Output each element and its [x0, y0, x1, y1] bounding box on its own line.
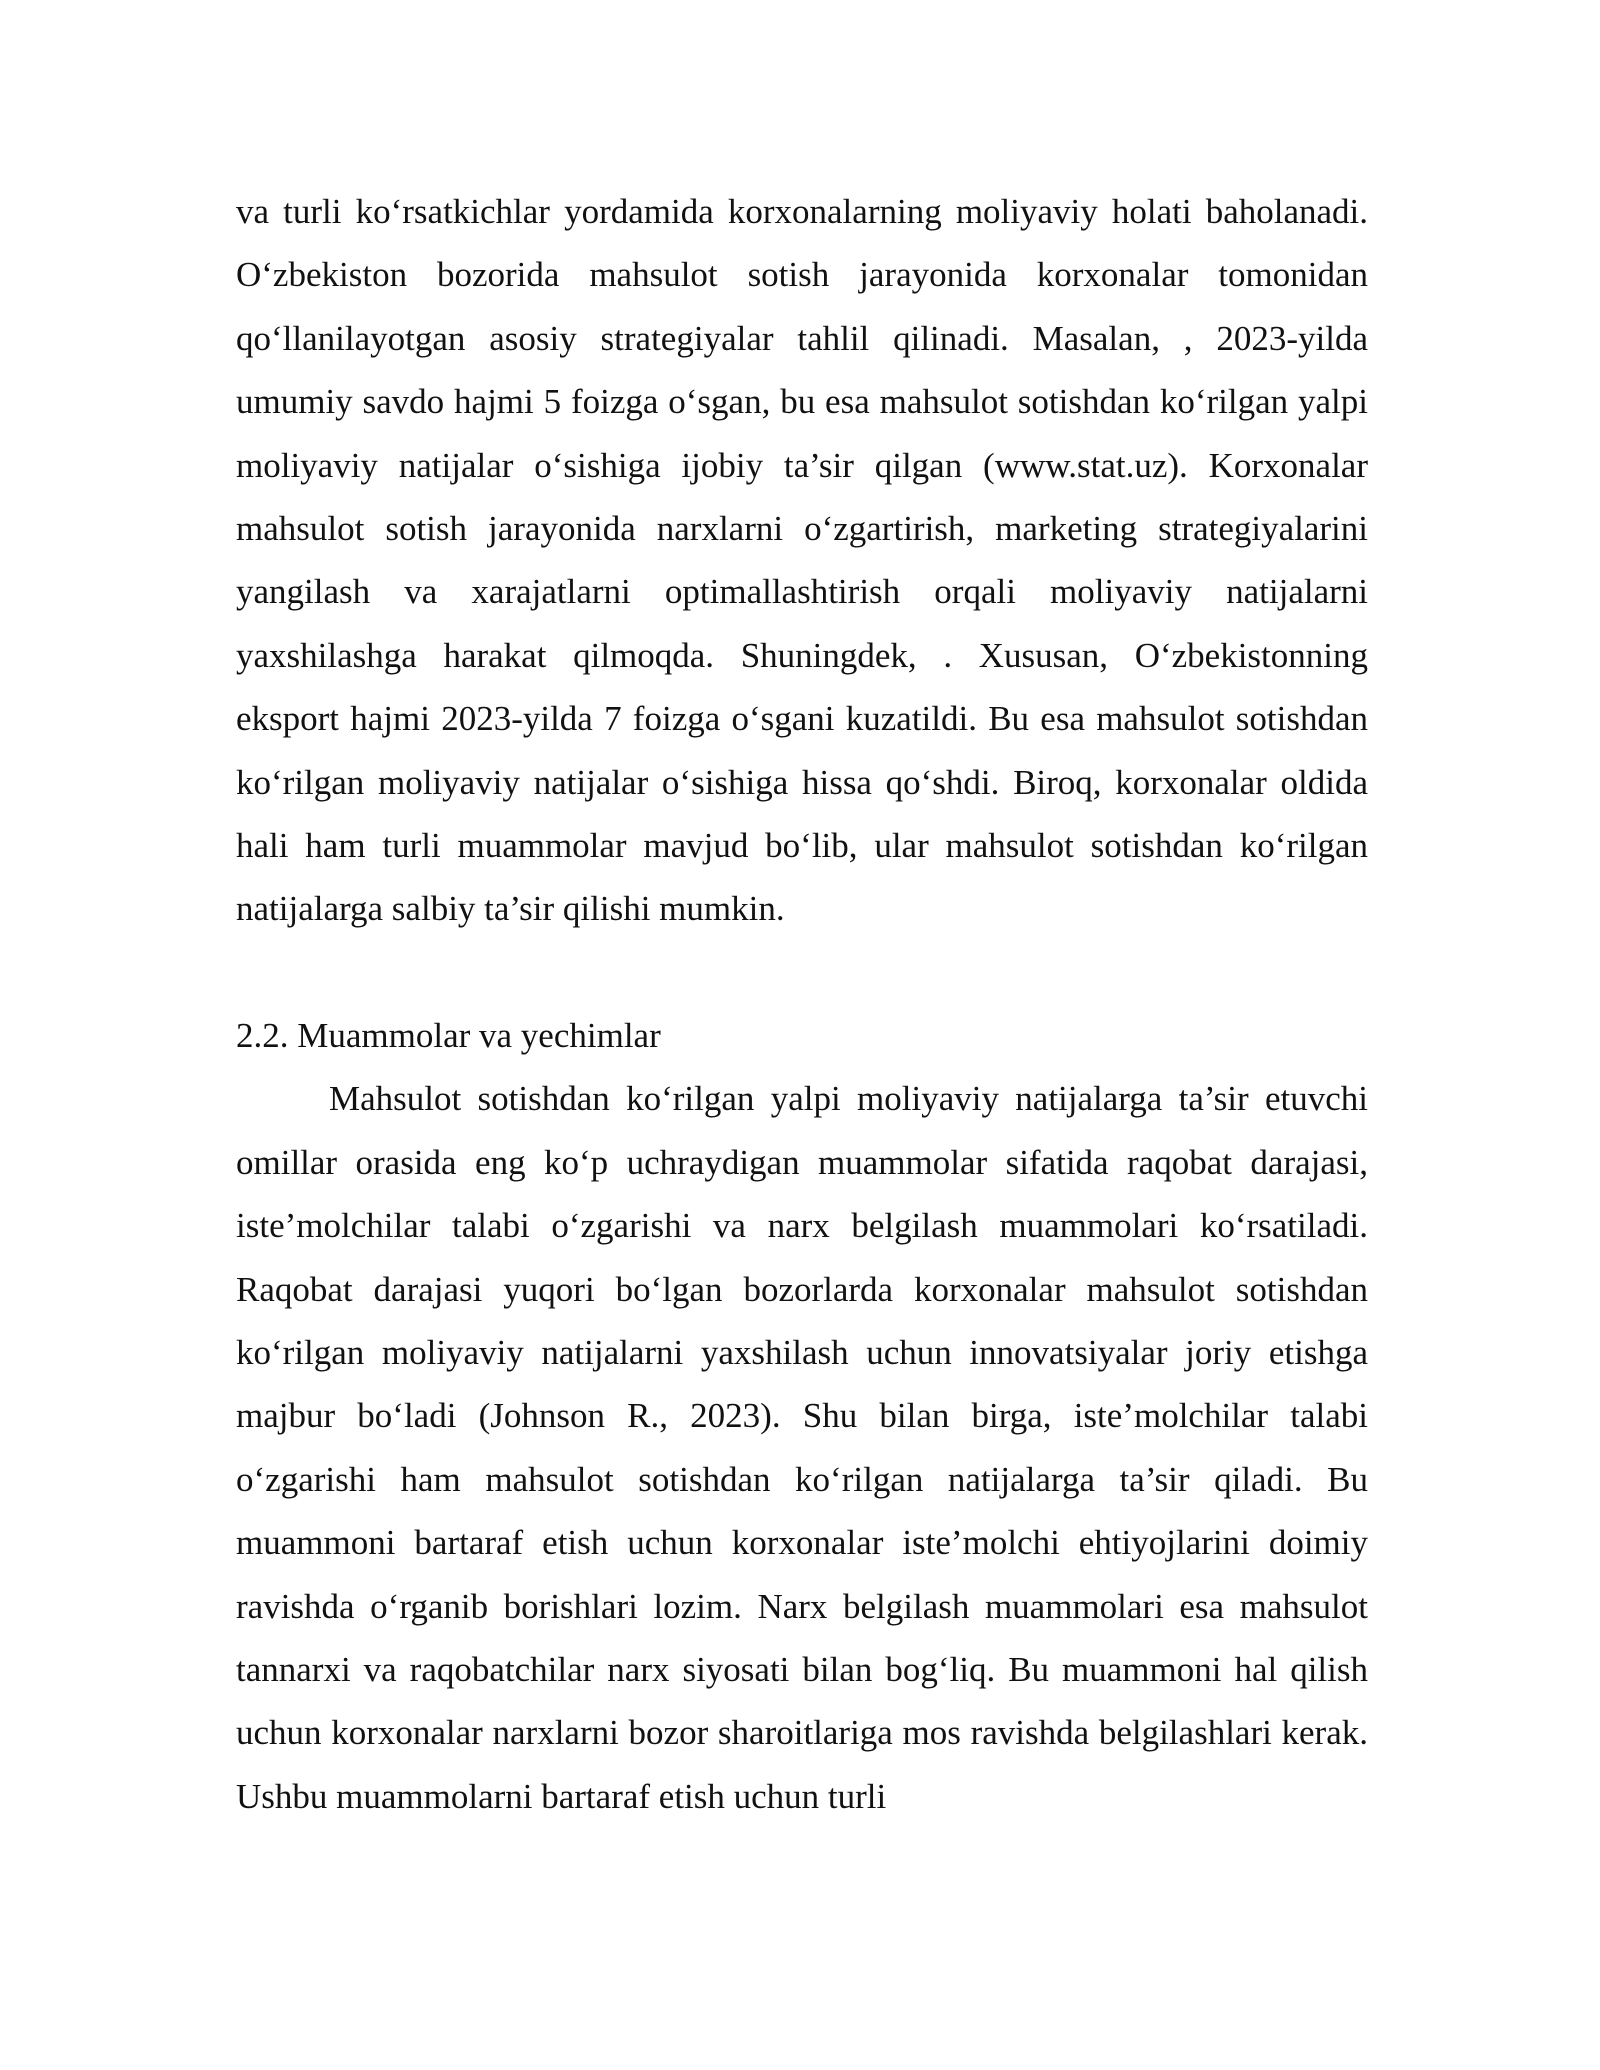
body-paragraph-intro: va turli ko‘rsatkichlar yordamida korxonalarning moliyaviy holati baholanadi. O‘zbekiston bozorida mahsulot sotish jarayonida korxonalar tomonidan qo‘llanilayotgan asosiy strategiyalar tahlil qilinadi. Masalan, , 2023-yilda umumiy savdo hajmi 5 foizga o‘sgan, bu esa mahsulot sotishdan ko‘rilgan yalpi moliyaviy natijalar o‘sishiga ijobiy ta’sir qilgan (www.stat.uz). Korxonalar mahsulot sotish jarayonida narxlarni o‘zgartirish, marketing strategiyalarini yangilash va xarajatlarni optimallashtirish orqali moliyaviy natijalarni yaxshilashga harakat qilmoqda. Shuningdek, . Xususan, O‘zbekistonning eksport hajmi 2023-yilda 7 foizga o‘sgani kuzatildi. Bu esa mahsulot sotishdan ko‘rilgan moliyaviy natijalar o‘sishiga hissa qo‘shdi. Biroq, korxonalar oldida hali ham turli muammolar mavjud bo‘lib, ular mahsulot sotishdan ko‘rilgan natijalarga salbiy ta’sir qilishi mumkin.: [236, 192, 1368, 929]
page-content: [236, 180, 1368, 1828]
body-paragraph-problems: Mahsulot sotishdan ko‘rilgan yalpi moliyaviy natijalarga ta’sir etuvchi omillar orasida eng ko‘p uchraydigan muammolar sifatida raqobat darajasi, iste’molchilar talabi o‘zgarishi va narx belgilash muammolari ko‘rsatiladi. Raqobat darajasi yuqori bo‘lgan bozorlarda korxonalar mahsulot sotishdan ko‘rilgan moliyaviy natijalarni yaxshilash uchun innovatsiyalar joriy etishga majbur bo‘ladi (Johnson R., 2023). Shu bilan birga, iste’molchilar talabi o‘zgarishi ham mahsulot sotishdan ko‘rilgan natijalarga ta’sir qiladi. Bu muammoni bartaraf etish uchun korxonalar iste’molchi ehtiyojlarini doimiy ravishda o‘rganib borishlari lozim. Narx belgilash muammolari esa mahsulot tannarxi va raqobatchilar narx siyosati bilan bog‘liq. Bu muammoni hal qilish uchun korxonalar narxlarni bozor sharoitlariga mos ravishda belgilashlari kerak. Ushbu muammolarni bartaraf etish uchun turli: [236, 1079, 1368, 1816]
section-heading: 2.2. Muammolar va yechimlar: [236, 1015, 661, 1055]
